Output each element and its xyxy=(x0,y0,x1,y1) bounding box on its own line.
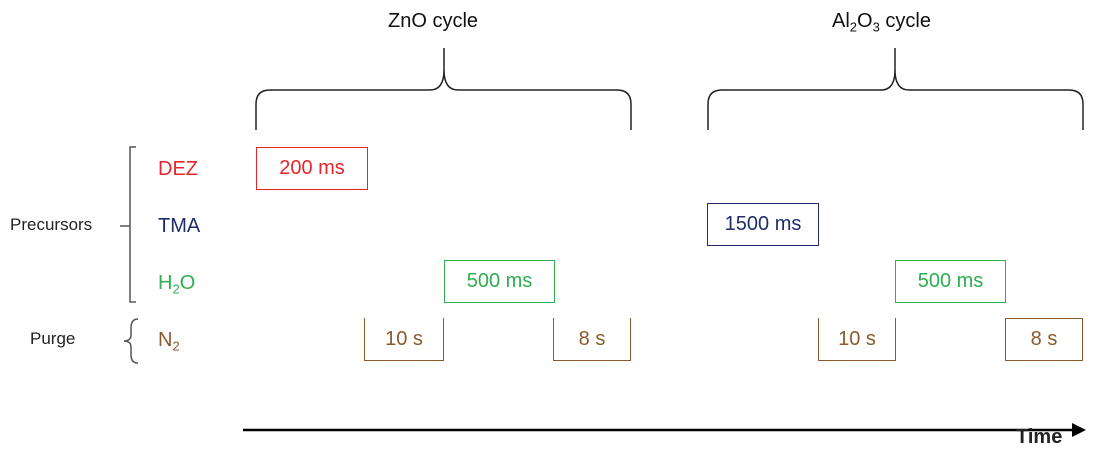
precursors-bracket xyxy=(120,147,136,302)
pulse-h2o-zno: 500 ms xyxy=(444,260,555,303)
time-axis-arrowhead xyxy=(1072,423,1086,437)
row-label-tma: TMA xyxy=(158,215,201,237)
purge-n2-4: 8 s xyxy=(1005,318,1083,361)
group-label-purge: Purge xyxy=(30,329,76,348)
purge-brace xyxy=(124,319,138,363)
pulse-tma: 1500 ms xyxy=(707,203,819,246)
pulse-dez: 200 ms xyxy=(256,147,368,190)
row-label-n2: $N_2$ xyxy=(158,329,180,354)
row-label-dez: DEZ xyxy=(158,158,198,180)
pulse-h2o-al2o3: 500 ms xyxy=(895,260,1006,303)
time-axis-label: Time xyxy=(1016,426,1063,448)
al2o3-cycle-title: $Al_2O_3$ cycle xyxy=(832,10,931,35)
al2o3-cycle-brace xyxy=(708,48,1083,130)
purge-n2-2: 8 s xyxy=(553,318,631,361)
row-label-h2o: $H_2O$ xyxy=(158,272,196,297)
zno-cycle-title: ZnO cycle xyxy=(388,10,479,32)
purge-n2-1: 10 s xyxy=(364,318,444,361)
purge-n2-3: 10 s xyxy=(818,318,896,361)
zno-cycle-brace xyxy=(256,48,631,130)
group-label-precursors: Precursors xyxy=(10,215,93,234)
